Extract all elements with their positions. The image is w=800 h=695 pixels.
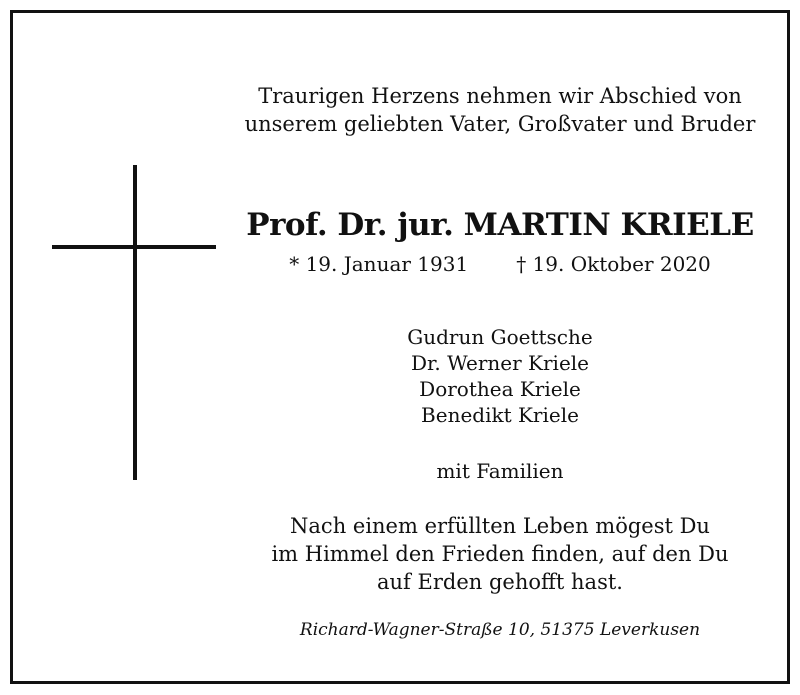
intro-line-1: Traurigen Herzens nehmen wir Abschied von bbox=[258, 84, 742, 108]
death-date: † 19. Oktober 2020 bbox=[516, 252, 711, 276]
address: Richard-Wagner-Straße 10, 51375 Leverkusen bbox=[299, 620, 701, 640]
closing-line-3: auf Erden gehofft hast. bbox=[377, 570, 623, 594]
intro-line-2: unserem geliebten Vater, Großvater und Bruder bbox=[244, 112, 756, 136]
cross-icon-horizontal-bar bbox=[52, 245, 216, 249]
cross-icon-vertical-bar bbox=[133, 165, 137, 480]
mourner-name: Dr. Werner Kriele bbox=[410, 351, 590, 375]
mourner-name: Gudrun Goettsche bbox=[407, 325, 593, 349]
mourner-name: Benedikt Kriele bbox=[421, 403, 579, 427]
closing-line-1: Nach einem erfüllten Leben mögest Du bbox=[290, 514, 710, 538]
birth-date: * 19. Januar 1931 bbox=[289, 252, 469, 276]
closing-line-2: im Himmel den Frieden finden, auf den Du bbox=[271, 542, 729, 566]
families-line: mit Familien bbox=[436, 459, 564, 483]
deceased-name: Prof. Dr. jur. MARTIN KRIELE bbox=[246, 207, 754, 243]
life-dates bbox=[240, 252, 760, 276]
mourner-name: Dorothea Kriele bbox=[419, 377, 581, 401]
